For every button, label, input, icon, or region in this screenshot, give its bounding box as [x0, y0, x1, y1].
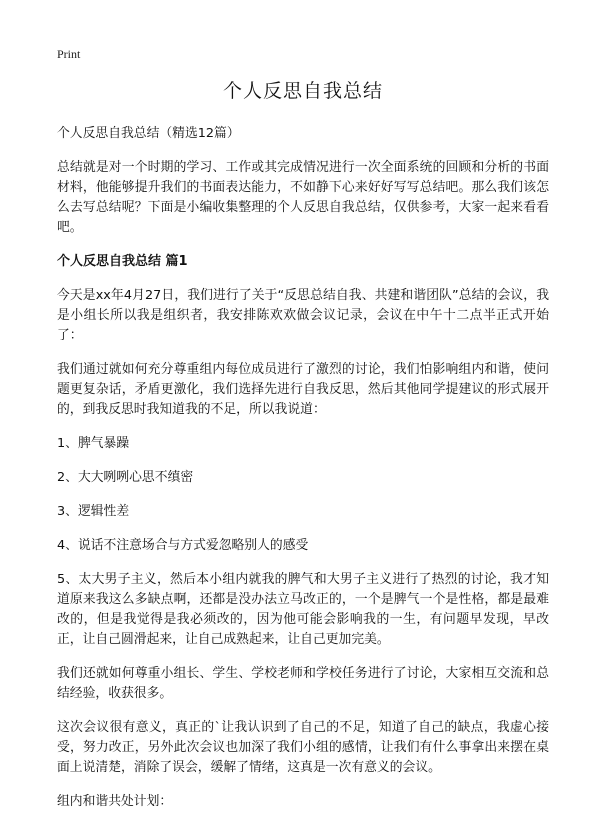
list-item-1: 1、脾气暴躁: [57, 436, 130, 451]
paragraph-plan-heading: 组内和谐共处计划：: [57, 794, 173, 809]
document-subtitle: 个人反思自我总结（精选12篇）: [57, 126, 240, 141]
print-link[interactable]: Print: [57, 47, 81, 61]
list-item-2: 2、大大咧咧心思不缜密: [57, 470, 194, 485]
paragraph-meaning: 这次会议很有意义，真正的`让我认识到了自己的不足，知道了自己的缺点，我虚心接受，努力改正，另外此次会议也加深了我们小组的感情，让我们有什么事拿出来摆在桌面上说清楚，消除了误会，缓解了情绪，这真是一次有意义的会议。: [57, 720, 549, 775]
paragraph-discussion: 我们通过就如何充分尊重组内每位成员进行了激烈的讨论，我们怕影响组内和谐，使问题更复杂话，矛盾更激化，我们选择先进行自我反思，然后其他同学提建议的形式展开的，到我反思时我知道我的不足，所以我说道：: [57, 362, 549, 417]
list-item-5: 5、太大男子主义，然后本小组内就我的脾气和大男子主义进行了热烈的讨论，我才知道原来我这么多缺点啊，还都是没办法立马改正的，一个是脾气一个是性格，都是最难改的，但是我觉得是我必须改的，因为他可能会影响我的一生，有问题早发现，早改正，让自己圆滑起来，让自己成熟起来，让自己更加完美。: [57, 572, 549, 647]
intro-paragraph: 总结就是对一个时期的学习、工作或其完成情况进行一次全面系统的回顾和分析的书面材料，他能够提升我们的书面表达能力，不如静下心来好好写写总结吧。那么我们该怎么去写总结呢？下面是小编收集整理的个人反思自我总结，仅供参考，大家一起来看看吧。: [57, 160, 549, 235]
document-body: [57, 76, 549, 826]
list-item-4: 4、说话不注意场合与方式爱忽略别人的感受: [57, 538, 309, 553]
paragraph-meeting-date: 今天是xx年4月27日，我们进行了关于“反思总结自我、共建和谐团队”总结的会议，我是小组长所以我是组织者，我安排陈欢欢做会议记录，会议在中午十二点半正式开始了：: [57, 288, 549, 343]
paragraph-respect: 我们还就如何尊重小组长、学生、学校老师和学校任务进行了讨论，大家相互交流和总结经验，收获很多。: [57, 666, 549, 701]
list-item-3: 3、逻辑性差: [57, 504, 130, 519]
section-heading: 个人反思自我总结 篇1: [57, 254, 188, 269]
document-title: 个人反思自我总结: [222, 80, 383, 102]
